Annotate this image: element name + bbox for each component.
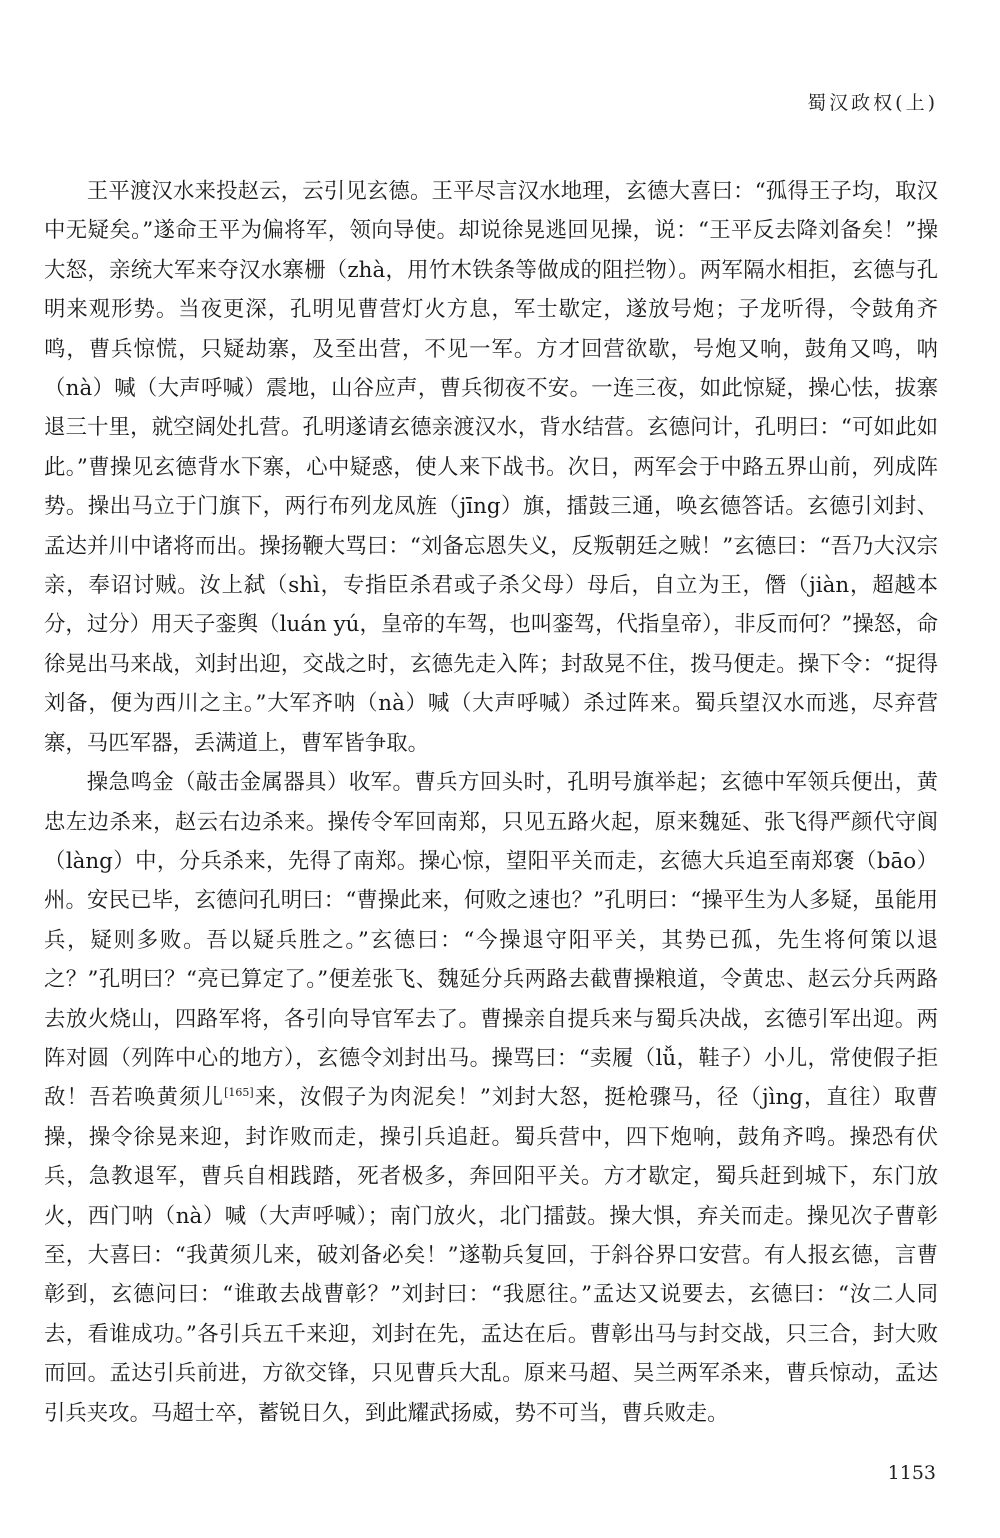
footnote-marker[interactable]: [165]	[224, 1086, 254, 1100]
chapter-title: 蜀汉政权(上)	[807, 92, 938, 114]
body-text	[44, 172, 938, 1433]
paragraph-1: 王平渡汉水来投赵云，云引见玄德。王平尽言汉水地理，玄德大喜曰：“孤得王子均，取汉中无疑矣。”遂命王平为偏将军，领向导使。却说徐晃逃回见操，说：“王平反去降刘备矣！”操大怒，亲统大军来夺汉水寨栅（zhà，用竹木铁条等做成的阻拦物）。两军隔水相拒，玄德与孔明来观形势。当夜更深，孔明见曹营灯火方息，军士歇定，遂放号炮；子龙听得，令鼓角齐鸣，曹兵惊慌，只疑劫寨，及至出营，不见一军。方才回营欲歇，号炮又响，鼓角又鸣，呐（nà）喊（大声呼喊）震地，山谷应声，曹兵彻夜不安。一连三夜，如此惊疑，操心怯，拔寨退三十里，就空阔处扎营。孔明遂请玄德亲渡汉水，背水结营。玄德问计，孔明曰：“可如此如此。”曹操见玄德背水下寨，心中疑惑，使人来下战书。次日，两军会于中路五界山前，列成阵势。操出马立于门旗下，两行布列龙凤旌（jīng）旗，擂鼓三通，唤玄德答话。玄德引刘封、孟达并川中诸将而出。操扬鞭大骂曰：“刘备忘恩失义，反叛朝廷之贼！”玄德曰：“吾乃大汉宗亲，奉诏讨贼。汝上弑（shì，专指臣杀君或子杀父母）母后，自立为王，僭（jiàn，超越本分，过分）用天子銮舆（luán yú，皇帝的车驾，也叫銮驾，代指皇帝），非反而何？”操怒，命徐晃出马来战，刘封出迎，交战之时，玄德先走入阵；封敌晃不住，拨马便走。操下令：“捉得刘备，便为西川之主。”大军齐呐（nà）喊（大声呼喊）杀过阵来。蜀兵望汉水而逃，尽弃营寨，马匹军器，丢满道上，曹军皆争取。	[44, 179, 938, 756]
paragraph-2	[44, 763, 938, 1433]
page-number: 1153	[887, 1462, 936, 1484]
paragraph-2-part-1: 操急鸣金（敲击金属器具）收军。曹兵方回头时，孔明号旗举起；玄德中军领兵便出，黄忠左边杀来，赵云右边杀来。操传令军回南郑，只见五路火起，原来魏延、张飞得严颜代守阆（làng）中，分兵杀来，先得了南郑。操心惊，望阳平关而走，玄德大兵追至南郑褒（bāo）州。安民已毕，玄德问孔明曰：“曹操此来，何败之速也？”孔明曰：“操平生为人多疑，虽能用兵，疑则多败。吾以疑兵胜之。”玄德曰：“今操退守阳平关，其势已孤，先生将何策以退之？”孔明曰？“亮已算定了。”便差张飞、魏延分兵两路去截曹操粮道，令黄忠、赵云分兵两路去放火烧山，四路军将，各引向导官军去了。曹操亲自提兵来与蜀兵决战，玄德引军出迎。两阵对圆（列阵中心的地方），玄德令刘封出马。操骂曰：“卖履（lǚ，鞋子）小儿，常使假子拒敌！吾若唤黄须儿	[44, 770, 938, 1111]
running-header	[807, 88, 938, 115]
paragraph-2-part-2: 来，汝假子为肉泥矣！”刘封大怒，挺枪骤马，径（jìng，直往）取曹操，操令徐晃来迎，封诈败而走，操引兵追赶。蜀兵营中，四下炮响，鼓角齐鸣。操恐有伏兵，急教退军，曹兵自相践踏，死者极多，奔回阳平关。方才歇定，蜀兵赶到城下，东门放火，西门呐（nà）喊（大声呼喊）；南门放火，北门擂鼓。操大惧，弃关而走。操见次子曹彰至，大喜曰：“我黄须儿来，破刘备必矣！”遂勒兵复回，于斜谷界口安营。有人报玄德，言曹彰到，玄德问曰：“谁敢去战曹彰？”刘封曰：“我愿往。”孟达又说要去，玄德曰：“汝二人同去，看谁成功。”各引兵五千来迎，刘封在先，孟达在后。曹彰出马与封交战，只三合，封大败而回。孟达引兵前进，方欲交锋，只见曹兵大乱。原来马超、吴兰两军杀来，曹兵惊动，孟达引兵夹攻。马超士卒，蓄锐日久，到此耀武扬威，势不可当，曹兵败走。	[44, 1085, 938, 1426]
